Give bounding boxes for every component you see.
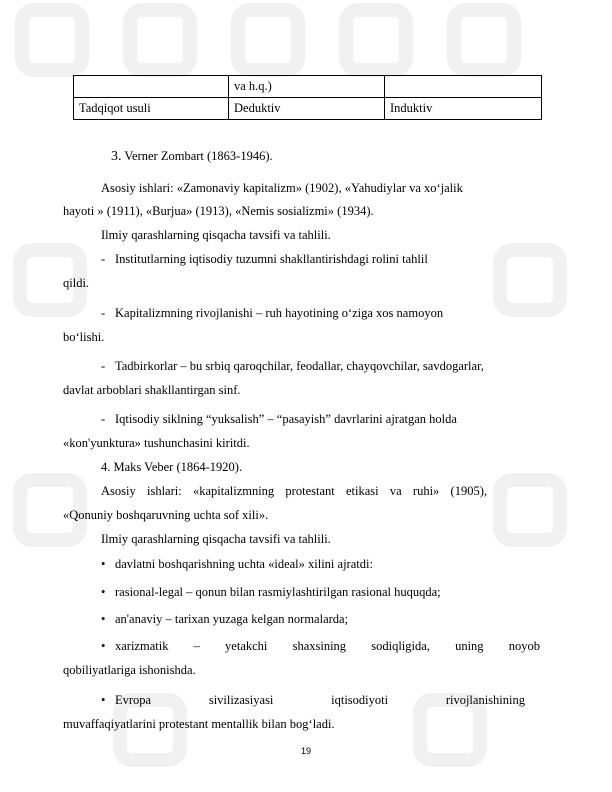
bullet-marker: • <box>101 693 106 707</box>
table-row <box>74 98 542 120</box>
list-item: Evropa sivilizasiyasi iqtisodiyoti rivojlanishining <box>115 693 525 707</box>
bullet-marker: • <box>101 557 106 571</box>
list-item: • an'anaviy – tarixan yuzaga kelgan normalarda; <box>101 612 349 626</box>
list-item: - Tadbirkorlar – bu srbiq qaroqchilar, feodallar, chayqovchilar, savdogarlar, <box>101 359 484 373</box>
analysis-line: Ilmiy qarashlarning qisqacha tavsifi va tahlili. <box>101 532 331 546</box>
bullet-marker: • <box>101 639 106 653</box>
page-number: 19 <box>300 746 311 756</box>
dash-marker: - <box>101 359 106 373</box>
list-item: • rasional-legal – qonun bilan rasmiylashtirilgan rasional huquqda; <box>101 585 441 599</box>
list-item: - Institutlarning iqtisodiy tuzumni shakllantirishdagi rolini tahlil <box>101 252 428 266</box>
works-line-2: «Qonuniy boshqaruvning uchta sof xili». <box>63 508 269 522</box>
list-item: - Iqtisodiy siklning “yuksalish” – “pasayish” davrlarini ajratgan holda <box>101 412 457 426</box>
comparison-table <box>73 75 542 120</box>
list-item-continued: bo‘lishi. <box>63 330 105 344</box>
table-cell <box>385 76 542 98</box>
list-item-continued: muvaffaqiyatlarini protestant mentallik bilan bog‘ladi. <box>63 717 335 731</box>
bullet-marker-wrap <box>101 692 115 708</box>
table-row <box>74 76 542 98</box>
works-line-1: Asosiy ishlari: «kapitalizmning protestant etikasi va ruhi» (1905), <box>101 484 487 498</box>
table-cell: va h.q.) <box>229 76 385 98</box>
list-item: - Kapitalizmning rivojlanishi – ruh hayotining o‘ziga xos namoyon <box>101 306 444 320</box>
section-heading-zombart <box>111 148 273 165</box>
table-cell: Deduktiv <box>229 98 385 120</box>
section-heading-veber: 4. Maks Veber (1864-1920). <box>101 460 243 474</box>
list-item-continued: davlat arboblari shakllantirgan sinf. <box>63 383 241 397</box>
table-cell: Tadqiqot usuli <box>74 98 229 120</box>
table-cell <box>74 76 229 98</box>
dash-marker: - <box>101 306 106 320</box>
heading-number: 3. <box>111 149 122 164</box>
works-line-1: Asosiy ishlari: «Zamonaviy kapitalizm» (1902), «Yahudiylar va xo‘jalik <box>101 181 463 195</box>
dash-marker: - <box>101 412 106 426</box>
list-item: • davlatni boshqarishning uchta «ideal» xilini ajratdi: <box>101 557 373 571</box>
list-item-continued: qobiliyatlariga ishonishda. <box>63 663 196 677</box>
dash-marker: - <box>101 252 106 266</box>
list-item: xarizmatik – yetakchi shaxsining sodiqligida, uning noyob <box>115 639 540 653</box>
bullet-marker: • <box>101 612 106 626</box>
bullet-marker-wrap <box>101 638 115 654</box>
table-cell: Induktiv <box>385 98 542 120</box>
list-item-continued: qildi. <box>63 276 90 290</box>
bullet-marker: • <box>101 585 106 599</box>
list-item-continued: «kon'yunktura» tushunchasini kiritdi. <box>63 436 250 450</box>
heading-text: Verner Zombart (1863-1946). <box>124 149 273 163</box>
analysis-line: Ilmiy qarashlarning qisqacha tavsifi va tahlili. <box>101 228 331 242</box>
works-line-2: hayoti » (1911), «Burjua» (1913), «Nemis sosializmi» (1934). <box>63 204 374 218</box>
